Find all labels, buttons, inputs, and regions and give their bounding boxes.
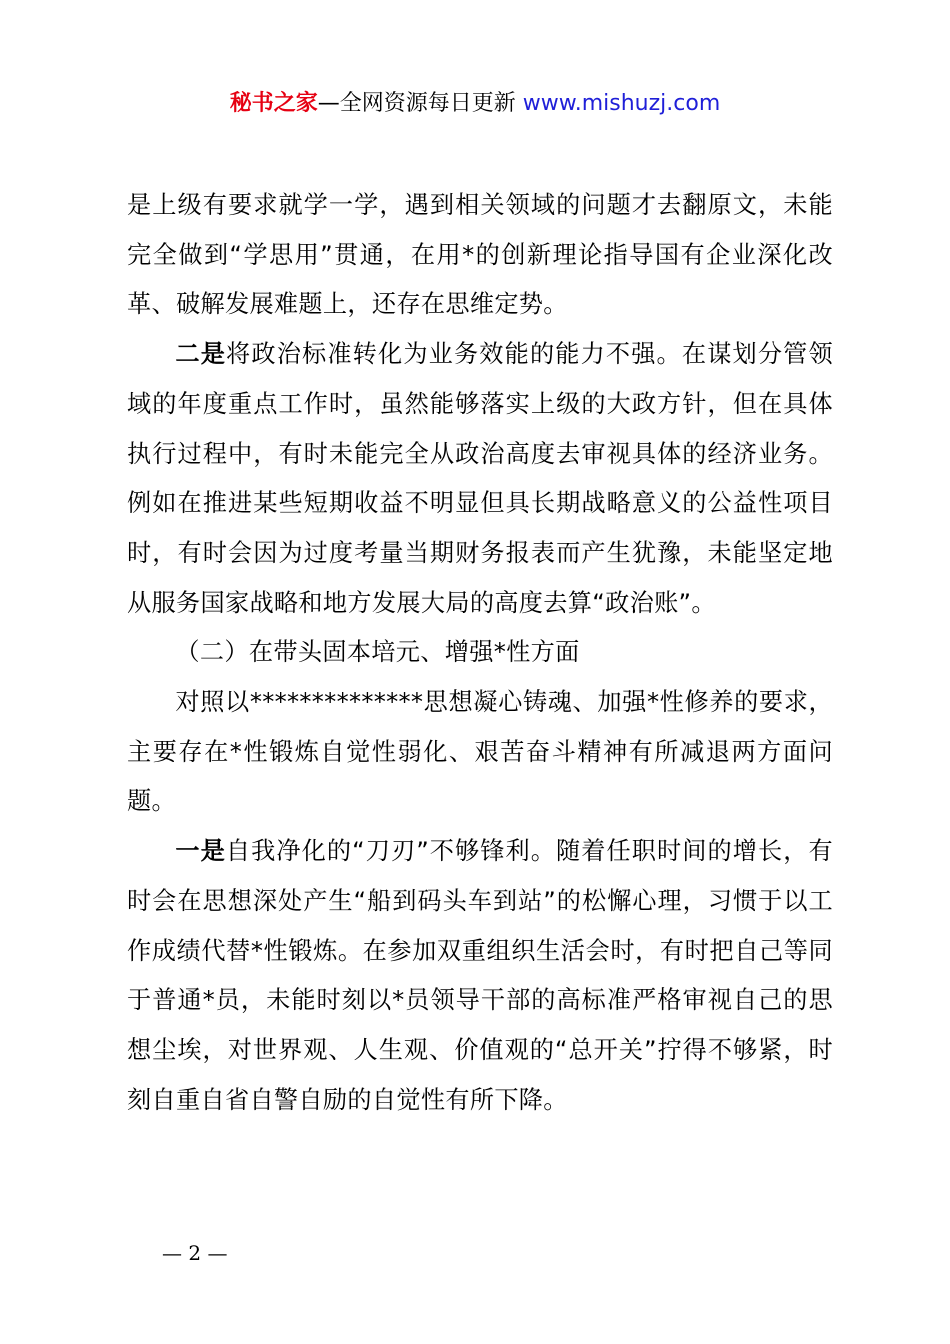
header-brand: 秘书之家 xyxy=(229,91,318,116)
page-number: — 2 — xyxy=(162,1241,228,1265)
paragraph-text: 自我净化的“刀刃”不够锋利。随着任职时间的增长，有时会在思想深处产生“船到码头车到站”的松懈心理，习惯于以工作成绩代替*性锻炼。在参加双重组织生活会时，有时把自己等同于普通*员，未能时刻以*员领导干部的高标准严格审视自己的思想尘埃，对世界观、人生观、价值观的“总开关”拧得不够紧，时刻自重自省自警自励的自觉性有所下降。 xyxy=(127,837,833,1114)
paragraph-text: 将政治标准转化为业务效能的能力不强。在谋划分管领域的年度重点工作时，虽然能够落实上级的大政方针，但在具体执行过程中，有时未能完全从政治高度去审视具体的经济业务。例如在推进某些短期收益不明显但具长期战略意义的公益性项目时，有时会因为过度考量当期财务报表而产生犹豫，未能坚定地从服务国家战略和地方发展大局的高度去算“政治账”。 xyxy=(127,340,833,617)
paragraph-intro: 对照以**************思想凝心铸魂、加强*性修养的要求，主要存在*性锻炼自觉性弱化、艰苦奋斗精神有所减退两方面问题。 xyxy=(127,688,833,816)
paragraph-lead: 二是 xyxy=(175,340,227,369)
paragraph-lead: 一是 xyxy=(175,837,226,866)
header-slogan: —全网资源每日更新 xyxy=(317,91,516,116)
header-url-link[interactable]: www.mishuzj.com xyxy=(522,91,721,116)
paragraph-point-one xyxy=(127,827,833,1125)
page-header xyxy=(0,86,950,122)
paragraph-point-two xyxy=(127,330,833,628)
paragraph-continuation: 是上级有要求就学一学，遇到相关领域的问题才去翻原文，未能完全做到“学思用”贯通，在用*的创新理论指导国有企业深化改革、破解发展难题上，还存在思维定势。 xyxy=(127,191,833,319)
section-heading: （二）在带头固本培元、增强*性方面 xyxy=(175,638,580,667)
document-body xyxy=(127,181,833,1125)
